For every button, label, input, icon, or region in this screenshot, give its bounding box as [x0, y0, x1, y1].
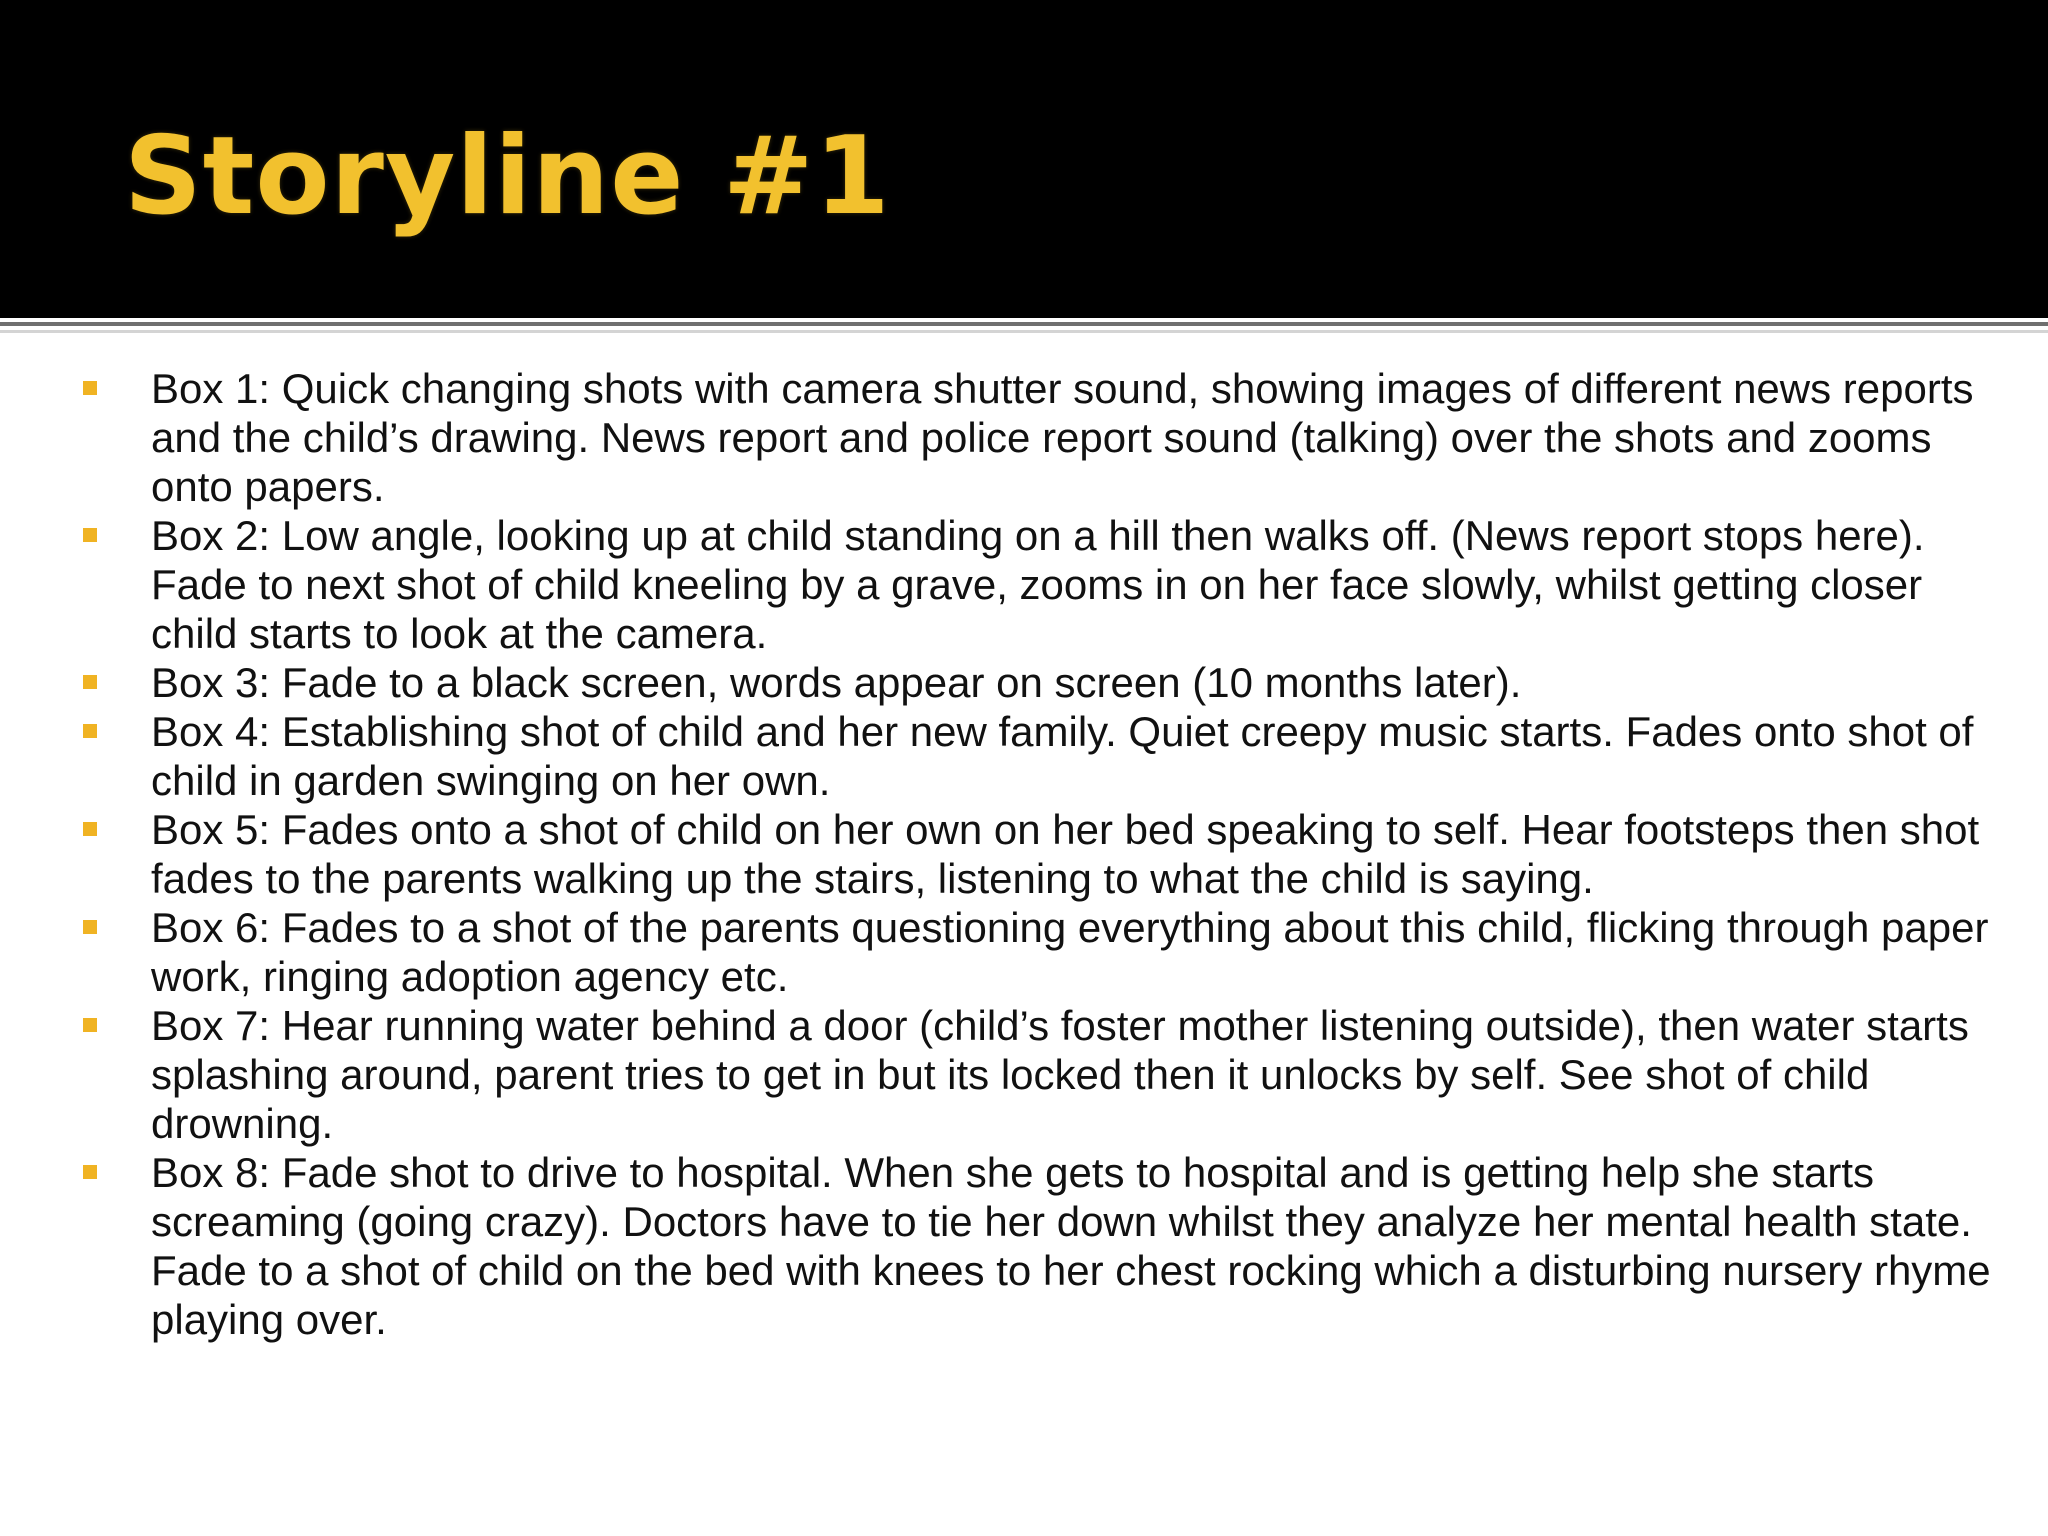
square-bullet-icon [83, 675, 97, 689]
square-bullet-icon [83, 1165, 97, 1179]
bullet-list [0, 364, 2048, 1344]
square-bullet-icon [83, 724, 97, 738]
bullet-text: Box 6: Fades to a shot of the parents questioning everything about this child, flicking through paper work, ringing adoption agency etc. [151, 904, 1989, 1000]
bullet-text: Box 7: Hear running water behind a door (child’s foster mother listening outside), then water starts splashing around, parent tries to get in but its locked then it unlocks by self. See shot of child drowning. [151, 1002, 1969, 1147]
bullet-item-box-4 [0, 707, 2048, 805]
square-bullet-icon [83, 920, 97, 934]
bullet-item-box-2 [0, 511, 2048, 658]
bullet-item-box-5 [0, 805, 2048, 903]
bullet-text: Box 2: Low angle, looking up at child standing on a hill then walks off. (News report stops here). Fade to next shot of child kneeling by a grave, zooms in on her face slowly, whilst getting closer child starts to look at the camera. [151, 512, 1925, 657]
square-bullet-icon [83, 381, 97, 395]
title-divider-light [0, 330, 2048, 333]
bullet-text: Box 3: Fade to a black screen, words appear on screen (10 months later). [151, 659, 1522, 706]
square-bullet-icon [83, 528, 97, 542]
title-divider [0, 322, 2048, 326]
slide-title: Storyline #1 [124, 114, 891, 239]
bullet-text: Box 1: Quick changing shots with camera shutter sound, showing images of different news reports and the child’s drawing. News report and police report sound (talking) over the shots and zooms onto papers. [151, 365, 1974, 510]
bullet-item-box-6 [0, 903, 2048, 1001]
bullet-item-box-1 [0, 364, 2048, 511]
bullet-text: Box 8: Fade shot to drive to hospital. When she gets to hospital and is getting help she starts screaming (going crazy). Doctors have to tie her down whilst they analyze her mental health state. Fade to a shot of child on the bed with knees to her chest rocking which a disturbing nursery rhyme playing over. [151, 1149, 1991, 1343]
bullet-item-box-3 [0, 658, 2048, 707]
bullet-text: Box 4: Establishing shot of child and her new family. Quiet creepy music starts. Fades onto shot of child in garden swinging on her own. [151, 708, 1974, 804]
square-bullet-icon [83, 822, 97, 836]
bullet-text: Box 5: Fades onto a shot of child on her own on her bed speaking to self. Hear footsteps then shot fades to the parents walking up the stairs, listening to what the child is saying. [151, 806, 1980, 902]
bullet-item-box-8 [0, 1148, 2048, 1344]
square-bullet-icon [83, 1018, 97, 1032]
bullet-item-box-7 [0, 1001, 2048, 1148]
